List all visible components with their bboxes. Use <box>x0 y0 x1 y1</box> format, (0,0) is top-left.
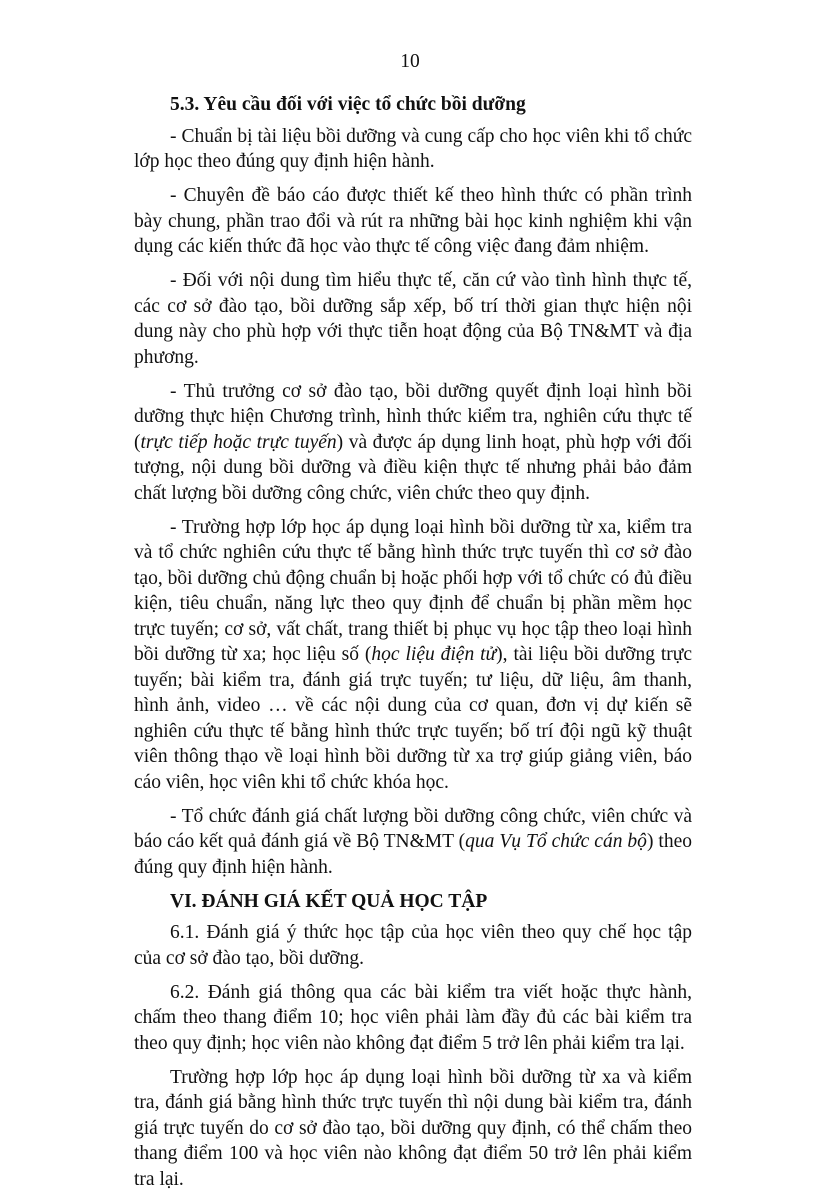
text-run: ) và được áp dụng linh hoạt, phù hợp với đối tượng, nội dung bồi dưỡng và điều kiện thực tế nhưng phải bảo đảm chất lượng bồi dưỡng công chức, viên chức theo quy định. <box>134 431 692 504</box>
paragraph-head-of-institution <box>134 379 692 507</box>
section-heading-5-3: 5.3. Yêu cầu đối với việc tổ chức bồi dưỡng <box>170 94 526 115</box>
paragraph-6-1: 6.1. Đánh giá ý thức học tập của học viên theo quy chế học tập của cơ sở đào tạo, bồi dưỡng. <box>134 922 692 969</box>
document-body <box>134 92 692 1201</box>
paragraph-6-2: 6.2. Đánh giá thông qua các bài kiểm tra viết hoặc thực hành, chấm theo thang điểm 10; học viên phải làm đầy đủ các bài kiểm tra theo quy định; học viên nào không đạt điểm 5 trở lên phải kiểm tra lại. <box>134 981 692 1054</box>
paragraph-report-topics: - Chuyên đề báo cáo được thiết kế theo hình thức có phần trình bày chung, phần trao đổi và rút ra những bài học kinh nghiệm khi vận dụng các kiến thức đã học vào thực tế công việc đang đảm nhiệm. <box>134 185 692 257</box>
text-run: ) theo đúng quy định hiện hành. <box>134 831 692 878</box>
paragraph-online-assessment: Trường hợp lớp học áp dụng loại hình bồi dưỡng từ xa và kiểm tra, đánh giá bằng hình thức trực tuyến thì nội dung bài kiểm tra, đánh giá trực tuyến do cơ sở đào tạo, bồi dưỡng quy định, có thể chấm theo thang điểm 100 và học viên nào không đạt điểm 50 trở lên phải kiểm tra lại. <box>134 1066 692 1190</box>
paragraph-online-training <box>134 515 692 796</box>
text-run: - Trường hợp lớp học áp dụng loại hình bồi dưỡng từ xa, kiểm tra và tổ chức nghiên cứu thực tế bằng hình thức trực tuyến thì cơ sở đào tạo, bồi dưỡng chủ động chuẩn bị hoặc phối hợp với tổ chức có đủ điều kiện, tiêu chuẩn, năng lực theo quy định để chuẩn bị phần mềm học trực tuyến; cơ sở, vất chất, trang thiết bị phục vụ học tập theo loại hình bồi dưỡng từ xa; học liệu số ( <box>134 516 692 665</box>
italic-text: học liệu điện tử <box>371 644 497 665</box>
text-run: - Tổ chức đánh giá chất lượng bồi dưỡng công chức, viên chức và báo cáo kết quả đánh giá về Bộ TN&MT ( <box>134 805 692 852</box>
page-number: 10 <box>400 51 420 72</box>
paragraph-field-research: - Đối với nội dung tìm hiểu thực tế, căn cứ vào tình hình thực tế, các cơ sở đào tạo, bồi dưỡng sắp xếp, bố trí thời gian thực hiện nội dung này cho phù hợp với thực tiễn hoạt động của Bộ TN&MT và địa phương. <box>134 270 692 368</box>
text-run: - Thủ trưởng cơ sở đào tạo, bồi dưỡng quyết định loại hình bồi dưỡng thực hiện Chương trình, hình thức kiểm tra, nghiên cứu thực tế ( <box>134 380 692 453</box>
text-run: ), tài liệu bồi dưỡng trực tuyến; bài kiểm tra, đánh giá trực tuyến; tư liệu, dữ liệu, âm thanh, hình ảnh, video … về các nội dung của cơ quan, đơn vị dự kiến sẽ nghiên cứu thực tế bằng hình thức trực tuyến; bố trí đội ngũ kỹ thuật viên thông thạo về loại hình bồi dưỡng từ xa trợ giúp giảng viên, báo cáo viên, học viên khi tổ chức khóa học. <box>134 644 692 793</box>
section-heading-vi: VI. ĐÁNH GIÁ KẾT QUẢ HỌC TẬP <box>170 890 488 912</box>
italic-text: qua Vụ Tổ chức cán bộ <box>465 831 647 852</box>
paragraph-quality-evaluation <box>134 804 692 881</box>
italic-text: trực tiếp hoặc trực tuyến <box>140 431 337 453</box>
paragraph-prepare-materials: - Chuẩn bị tài liệu bồi dưỡng và cung cấp cho học viên khi tổ chức lớp học theo đúng quy định hiện hành. <box>134 125 692 172</box>
